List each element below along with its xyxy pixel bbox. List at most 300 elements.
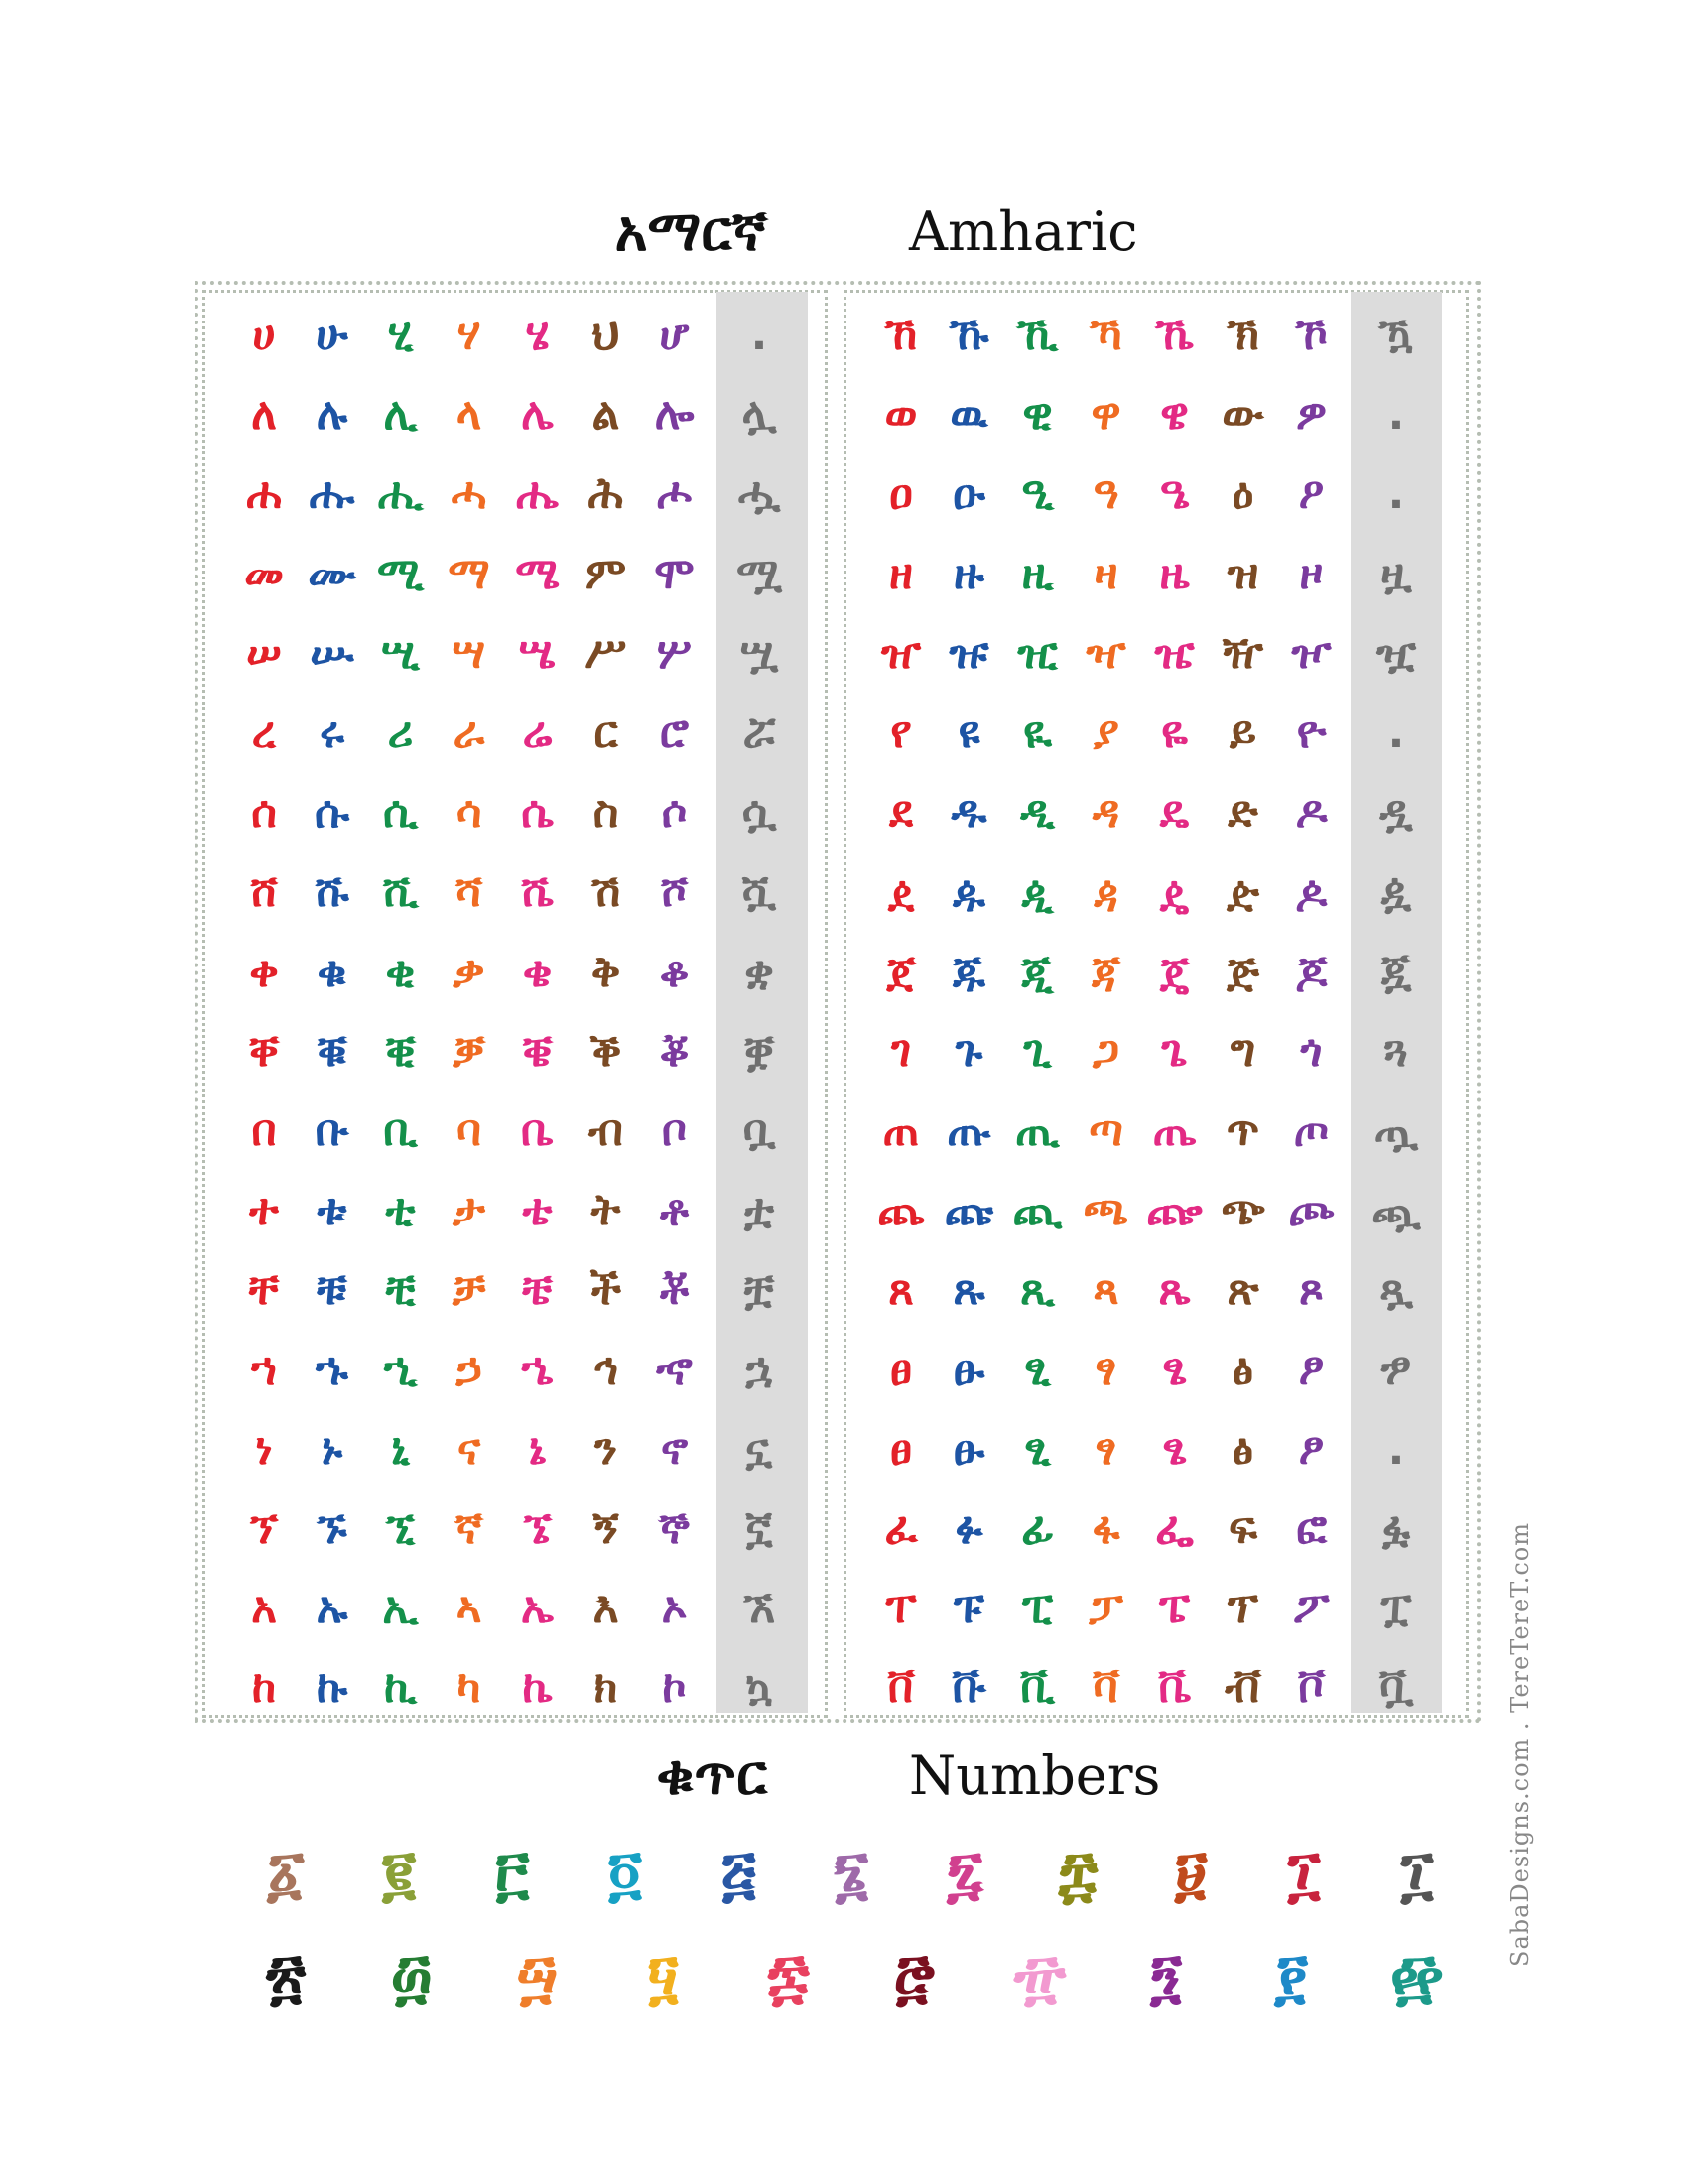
fidel-row <box>867 1171 1441 1250</box>
fidel-glyph: ም <box>584 548 627 599</box>
fidel-glyph: ዚ <box>1021 548 1054 599</box>
fidel-glyph: ዘ <box>889 548 913 599</box>
fidel-row <box>230 1012 804 1092</box>
fidel-glyph: ጬ <box>1146 1185 1203 1236</box>
fidel-row <box>867 773 1441 852</box>
fidel-glyph: ቑ <box>317 1025 347 1077</box>
fidel-glyph: ፉ <box>955 1502 983 1554</box>
page-header <box>0 191 1688 274</box>
fidel-glyph: ጥ <box>1226 1104 1260 1156</box>
ethiopic-numeral: ፹ <box>1013 1940 1067 2012</box>
numbers-title-english: Numbers <box>909 1744 1161 1807</box>
fidel-glyph: ዶ <box>1295 787 1328 838</box>
fidel-glyph: ች <box>589 1264 622 1316</box>
fidel-glyph: ሽ <box>590 866 621 918</box>
ethiopic-numeral: ፱ <box>1174 1837 1208 1909</box>
fidel-glyph: ጪ <box>1012 1185 1063 1236</box>
fidel-glyph: ታ <box>453 1185 485 1236</box>
fidel-glyph: ዩ <box>958 707 980 759</box>
fidel-labiovelar-glyph: ሧ <box>739 627 779 679</box>
fidel-glyph: ወ <box>884 389 918 441</box>
ethiopic-numeral: ፲ <box>1287 1837 1321 1909</box>
title-amharic: አማርኛ <box>614 199 767 264</box>
fidel-glyph: ፐ <box>885 1583 917 1634</box>
fidel-glyph: ዺ <box>1021 866 1054 918</box>
fidel-glyph: ዑ <box>953 468 985 520</box>
fidel-glyph: ዲ <box>1020 787 1055 838</box>
fidel-glyph: ኖ <box>660 1423 689 1475</box>
fidel-glyph: ኔ <box>528 1423 547 1475</box>
fidel-glyph: ቾ <box>660 1264 689 1316</box>
fidel-glyph: ቹ <box>317 1264 347 1316</box>
fidel-row <box>867 1012 1441 1092</box>
fidel-glyph: ዛ <box>1094 548 1118 599</box>
fidel-glyph: ጊ <box>1023 1025 1052 1077</box>
fidel-glyph: ኺ <box>1016 310 1059 361</box>
fidel-glyph: ይ <box>1229 707 1257 759</box>
fidel-glyph: ኬ <box>522 1662 553 1714</box>
fidel-glyph: ሬ <box>522 707 553 759</box>
fidel-glyph: ጤ <box>1152 1104 1197 1156</box>
fidel-labiovelar-glyph: ጓ <box>1384 1025 1408 1077</box>
fidel-glyph: ሸ <box>250 866 278 918</box>
fidel-glyph: ቆ <box>659 946 690 997</box>
fidel-glyph: ኩ <box>316 1662 348 1714</box>
fidel-labiovelar-glyph: ሟ <box>735 548 783 599</box>
fidel-glyph: ደ <box>889 787 913 838</box>
fidel-row <box>867 296 1441 375</box>
fidel-glyph: ጫ <box>1083 1185 1129 1236</box>
fidel-glyph: ቒ <box>385 1025 416 1077</box>
fidel-labiovelar-glyph: ኳ <box>744 1662 774 1714</box>
fidel-labiovelar-glyph: ቿ <box>743 1264 775 1316</box>
fidel-glyph: ፄ <box>1162 1423 1187 1475</box>
fidel-labiovelar-glyph: ቋ <box>744 946 774 997</box>
fidel-labiovelar-glyph: ቧ <box>742 1104 776 1156</box>
fidel-glyph: ዉ <box>950 389 988 441</box>
fidel-glyph: ፁ <box>953 1344 985 1395</box>
fidel-glyph: ህ <box>591 310 620 361</box>
fidel-glyph: ፅ <box>1232 1344 1254 1395</box>
fidel-glyph: ጸ <box>888 1264 914 1316</box>
fidel-row <box>230 1330 804 1409</box>
fidel-labiovelar-glyph: ጧ <box>1373 1104 1419 1156</box>
fidel-glyph: ሱ <box>314 787 350 838</box>
fidel-glyph: ሢ <box>381 627 420 679</box>
fidel-glyph: ፓ <box>1089 1583 1123 1634</box>
fidel-glyph: ኻ <box>1090 310 1122 361</box>
fidel-glyph: ጉ <box>955 1025 983 1077</box>
fidel-row <box>867 1330 1441 1409</box>
fidel-glyph: ዕ <box>1232 468 1254 520</box>
fidel-glyph: ቐ <box>248 1025 280 1077</box>
fidel-glyph: ሃ <box>456 310 481 361</box>
fidel-labiovelar-glyph: ጯ <box>1371 1185 1421 1236</box>
fidel-glyph: ሁ <box>316 310 348 361</box>
fidel-glyph: ት <box>590 1185 621 1236</box>
fidel-glyph: ኝ <box>592 1502 619 1554</box>
fidel-glyph: ጨ <box>877 1185 925 1236</box>
fidel-labiovelar-glyph: ኋ <box>745 1344 773 1395</box>
ethiopic-numeral: ፺ <box>1149 1940 1182 2012</box>
ethiopic-numeral: ፷ <box>767 1940 811 2012</box>
fidel-glyph: ዝ <box>1227 548 1259 599</box>
fidel-glyph: ፈ <box>884 1502 918 1554</box>
fidel-row <box>230 1092 804 1171</box>
fidel-glyph: ቔ <box>522 1025 553 1077</box>
fidel-labiovelar-glyph: . <box>1387 707 1405 759</box>
fidel-glyph: ባ <box>455 1104 482 1156</box>
fidel-glyph: መ <box>244 548 284 599</box>
fidel-glyph: ሒ <box>377 468 424 520</box>
fidel-glyph: ፌ <box>1155 1502 1194 1554</box>
fidel-glyph: ጄ <box>1159 946 1190 997</box>
fidel-glyph: ኪ <box>384 1662 417 1714</box>
fidel-glyph: ሰ <box>251 787 277 838</box>
fidel-row <box>230 296 804 375</box>
fidel-glyph: ቖ <box>659 1025 690 1077</box>
fidel-glyph: ቡ <box>315 1104 349 1156</box>
fidel-glyph: ዙ <box>954 548 984 599</box>
ethiopic-numeral: ፲ <box>1400 1837 1434 1909</box>
fidel-glyph: ሻ <box>454 866 483 918</box>
fidel-labiovelar-glyph: ሯ <box>742 707 776 759</box>
fidel-glyph: ጭ <box>1221 1185 1265 1236</box>
fidel-glyph: ና <box>456 1423 481 1475</box>
fidel-glyph: ሳ <box>455 787 482 838</box>
fidel-glyph: ሺ <box>382 866 419 918</box>
fidel-glyph: ቂ <box>385 946 416 997</box>
fidel-labiovelar-glyph: ዟ <box>1380 548 1412 599</box>
fidel-glyph: ቦ <box>661 1104 688 1156</box>
fidel-glyph: ኼ <box>1155 310 1194 361</box>
fidel-labiovelar-glyph: ቯ <box>1378 1662 1414 1714</box>
fidel-row <box>867 1489 1441 1569</box>
fidel-glyph: ጢ <box>1015 1104 1060 1156</box>
fidel-glyph: ቻ <box>452 1264 486 1316</box>
fidel-glyph: ሓ <box>451 468 487 520</box>
fidel-glyph: ኞ <box>659 1502 690 1554</box>
fidel-glyph: ኮ <box>662 1662 687 1714</box>
fidel-glyph: ዴ <box>1159 787 1190 838</box>
fidel-row <box>230 1489 804 1569</box>
fidel-glyph: ቓ <box>453 1025 485 1077</box>
side-credit: SabaDesigns.com . TereTereT.com <box>1506 1522 1534 1967</box>
fidel-glyph: ቮ <box>1297 1662 1326 1714</box>
fidel-glyph: ው <box>1222 389 1264 441</box>
fidel-glyph: ኂ <box>383 1344 418 1395</box>
fidel-glyph: ቃ <box>453 946 485 997</box>
fidel-glyph: ዪ <box>1023 707 1052 759</box>
fidel-glyph: ቁ <box>317 946 347 997</box>
fidel-labiovelar-glyph: ፇ <box>1380 1344 1412 1395</box>
fidel-glyph: ዻ <box>1094 866 1118 918</box>
fidel-glyph: ኒ <box>391 1423 410 1475</box>
ethiopic-numeral: ፳ <box>265 1940 307 2012</box>
ethiopic-numeral: ፬ <box>607 1837 643 1909</box>
ethiopic-numeral: ፻ <box>1274 1940 1309 2012</box>
fidel-glyph: ፕ <box>1228 1583 1258 1634</box>
fidel-glyph: ሡ <box>310 627 354 679</box>
fidel-glyph: ሚ <box>377 548 424 599</box>
fidel-glyph: ቄ <box>522 946 553 997</box>
fidel-labiovelar-glyph: ሿ <box>741 866 777 918</box>
fidel-glyph: ተ <box>249 1185 279 1236</box>
fidel-row <box>230 773 804 852</box>
fidel-glyph: ፔ <box>1159 1583 1190 1634</box>
fidel-glyph: ጃ <box>1092 946 1120 997</box>
fidel-glyph: ጋ <box>1092 1025 1120 1077</box>
fidel-glyph: ለ <box>251 389 277 441</box>
ethiopic-numeral: ፸ <box>893 1940 935 2012</box>
fidel-glyph: ጁ <box>953 946 985 997</box>
fidel-glyph: ዒ <box>1021 468 1054 520</box>
fidel-glyph: ኙ <box>317 1502 347 1554</box>
fidel-labiovelar-glyph: ቛ <box>743 1025 775 1077</box>
fidel-glyph: ዎ <box>1295 389 1328 441</box>
fidel-labiovelar-glyph: ዿ <box>1380 866 1412 918</box>
fidel-glyph: ሦ <box>657 627 692 679</box>
fidel-labiovelar-glyph: ቷ <box>743 1185 775 1236</box>
fidel-labiovelar-glyph: ሏ <box>741 389 777 441</box>
fidel-row <box>867 852 1441 932</box>
fidel-glyph: ሆ <box>659 310 690 361</box>
fidel-labiovelar-glyph: ኟ <box>745 1502 773 1554</box>
fidel-row <box>867 1569 1441 1648</box>
fidel-row <box>230 852 804 932</box>
fidel-glyph: ኄ <box>521 1344 554 1395</box>
fidel-glyph: ሠ <box>246 627 282 679</box>
fidel-glyph: ፅ <box>1232 1423 1254 1475</box>
fidel-glyph: ፎ <box>1296 1502 1327 1554</box>
fidel-row <box>867 1250 1441 1330</box>
fidel-glyph: ጾ <box>1299 1264 1324 1316</box>
fidel-glyph: ፂ <box>1024 1423 1051 1475</box>
fidel-glyph: ዦ <box>1291 627 1332 679</box>
fidel-glyph: ጎ <box>1300 1025 1323 1077</box>
numbers-header <box>0 1734 1688 1818</box>
fidel-glyph: ጺ <box>1020 1264 1055 1316</box>
fidel-glyph: ቭ <box>1225 1662 1261 1714</box>
fidel-labiovelar-glyph: ጇ <box>1380 946 1412 997</box>
fidel-labiovelar-glyph: . <box>750 310 768 361</box>
fidel-row <box>230 454 804 534</box>
fidel-glyph: ኃ <box>455 1344 482 1395</box>
fidel-glyph: ፆ <box>1298 1423 1325 1475</box>
fidel-glyph: ሌ <box>521 389 554 441</box>
fidel-glyph: ል <box>591 389 620 441</box>
fidel-glyph: ጦ <box>1293 1104 1330 1156</box>
fidel-labiovelar-glyph: ዧ <box>1375 627 1417 679</box>
ethiopic-numeral: ፮ <box>833 1837 870 1909</box>
ethiopic-numeral: ፼ <box>1390 1940 1444 2012</box>
fidel-glyph: ቫ <box>1092 1662 1120 1714</box>
fidel-glyph: ዬ <box>1161 707 1188 759</box>
fidel-glyph: አ <box>251 1583 277 1634</box>
ethiopic-numeral: ፯ <box>946 1837 983 1909</box>
ethiopic-numeral: ፫ <box>494 1837 530 1909</box>
fidel-glyph: ዠ <box>880 627 922 679</box>
fidel-glyph: ዐ <box>889 468 913 520</box>
fidel-glyph: ቢ <box>383 1104 418 1156</box>
fidel-glyph: ኾ <box>1295 310 1328 361</box>
fidel-glyph: ጂ <box>1021 946 1054 997</box>
fidel-glyph: ድ <box>1228 787 1258 838</box>
fidel-glyph: ሂ <box>387 310 414 361</box>
fidel-labiovelar-glyph: ፗ <box>1380 1583 1412 1634</box>
fidel-labiovelar-glyph: . <box>1387 468 1405 520</box>
fidel-labiovelar-glyph: ዷ <box>1379 787 1413 838</box>
fidel-glyph: ዢ <box>1017 627 1058 679</box>
fidel-glyph: ዱ <box>951 787 987 838</box>
fidel-row <box>867 1092 1441 1171</box>
fidel-glyph: እ <box>592 1583 619 1634</box>
fidel-glyph: ሤ <box>518 627 557 679</box>
fidel-glyph: ገ <box>890 1025 912 1077</box>
fidel-glyph: ቼ <box>522 1264 553 1316</box>
fidel-row <box>230 694 804 773</box>
fidel-glyph: ዤ <box>1154 627 1195 679</box>
fidel-glyph: ዾ <box>1295 866 1328 918</box>
numbers-row-tens <box>236 1927 1467 2026</box>
fidel-glyph: ጠ <box>882 1104 920 1156</box>
fidel-glyph: ኸ <box>884 310 918 361</box>
fidel-glyph: ሕ <box>587 468 624 520</box>
fidel-labiovelar-glyph: ዃ <box>1378 310 1414 361</box>
fidel-glyph: ሪ <box>387 707 414 759</box>
left-fidel-grid <box>230 296 804 1728</box>
fidel-glyph: ጆ <box>1295 946 1328 997</box>
fidel-glyph: ስ <box>592 787 619 838</box>
fidel-glyph: የ <box>890 707 912 759</box>
fidel-glyph: ፃ <box>1095 1423 1117 1475</box>
fidel-glyph: ሩ <box>319 707 345 759</box>
ethiopic-numeral: ፪ <box>382 1837 416 1909</box>
fidel-glyph: ሀ <box>252 310 276 361</box>
fidel-glyph: ቨ <box>887 1662 915 1714</box>
fidel-glyph: ፀ <box>890 1344 912 1395</box>
fidel-glyph: ር <box>593 707 618 759</box>
fidel-glyph: ኚ <box>386 1502 415 1554</box>
fidel-glyph: በ <box>251 1104 277 1156</box>
fidel-row <box>230 614 804 694</box>
numbers-row-units <box>236 1824 1467 1923</box>
fidel-glyph: ኀ <box>251 1344 277 1395</box>
fidel-row <box>867 1410 1441 1489</box>
fidel-glyph: ከ <box>251 1662 277 1714</box>
fidel-row <box>867 614 1441 694</box>
fidel-glyph: ዖ <box>1298 468 1325 520</box>
fidel-labiovelar-glyph: ኧ <box>742 1583 776 1634</box>
fidel-glyph: ቴ <box>522 1185 553 1236</box>
fidel-glyph: ፃ <box>1095 1344 1117 1395</box>
ethiopic-numeral: ፭ <box>720 1837 756 1909</box>
fidel-labiovelar-glyph: ኗ <box>745 1423 773 1475</box>
fidel-glyph: ሄ <box>525 310 550 361</box>
ethiopic-numeral: ፩ <box>266 1837 306 1909</box>
fidel-glyph: ቱ <box>317 1185 347 1236</box>
fidel-row <box>230 535 804 614</box>
fidel-glyph: ቀ <box>249 946 279 997</box>
fidel-row <box>867 933 1441 1012</box>
fidel-row <box>867 375 1441 454</box>
fidel-glyph: ጣ <box>1089 1104 1123 1156</box>
fidel-glyph: ቶ <box>660 1185 689 1236</box>
ethiopic-numeral: ፴ <box>390 1940 433 2012</box>
fidel-glyph: ላ <box>455 389 482 441</box>
fidel-row <box>867 694 1441 773</box>
fidel-glyph: ፖ <box>1293 1583 1330 1634</box>
fidel-glyph: ብ <box>588 1104 623 1156</box>
fidel-glyph: ረ <box>251 707 277 759</box>
fidel-glyph: ኛ <box>454 1502 483 1554</box>
right-fidel-grid <box>867 296 1441 1728</box>
fidel-glyph: ዹ <box>953 866 985 918</box>
fidel-glyph: ጻ <box>1093 1264 1119 1316</box>
fidel-glyph: ዌ <box>1160 389 1189 441</box>
fidel-glyph: ፀ <box>890 1423 912 1475</box>
numbers-block <box>236 1824 1467 2026</box>
fidel-glyph: ፆ <box>1298 1344 1325 1395</box>
fidel-glyph: ሑ <box>309 468 355 520</box>
fidel-glyph: ሎ <box>654 389 695 441</box>
fidel-labiovelar-glyph: ፏ <box>1382 1502 1410 1554</box>
fidel-glyph: ሐ <box>246 468 282 520</box>
fidel-glyph: ጹ <box>953 1264 985 1316</box>
fidel-glyph: ሾ <box>660 866 689 918</box>
fidel-glyph: ቤ <box>520 1104 555 1156</box>
fidel-glyph: ሥ <box>584 627 627 679</box>
fidel-glyph: ዞ <box>1299 548 1324 599</box>
fidel-glyph: ነ <box>255 1423 273 1475</box>
fidel-glyph: ዡ <box>949 627 989 679</box>
fidel-glyph: ፒ <box>1022 1583 1053 1634</box>
fidel-glyph: ቕ <box>589 1025 622 1077</box>
fidel-glyph: ጩ <box>944 1185 994 1236</box>
fidel-glyph: ጅ <box>1227 946 1259 997</box>
fidel-glyph: ፂ <box>1024 1344 1051 1395</box>
fidel-glyph: ሮ <box>659 707 690 759</box>
fidel-glyph: ቩ <box>952 1662 986 1714</box>
fidel-glyph: ጽ <box>1227 1264 1259 1316</box>
fidel-glyph: ኘ <box>249 1502 279 1554</box>
fidel-labiovelar-glyph: ጿ <box>1378 1264 1413 1316</box>
fidel-glyph: ሖ <box>657 468 692 520</box>
title-english: Amharic <box>909 200 1138 263</box>
fidel-glyph: ኹ <box>949 310 989 361</box>
fidel-glyph: ዊ <box>1022 389 1053 441</box>
fidel-glyph: ኅ <box>592 1344 619 1395</box>
fidel-glyph: ያ <box>1093 707 1119 759</box>
fidel-glyph: ፄ <box>1162 1344 1187 1395</box>
fidel-row <box>230 1171 804 1250</box>
fidel-glyph: ሣ <box>452 627 486 679</box>
fidel-glyph: ኽ <box>1227 310 1259 361</box>
fidel-glyph: ጮ <box>1288 1185 1335 1236</box>
fidel-row <box>230 375 804 454</box>
fidel-row <box>867 454 1441 534</box>
fidel-glyph: ን <box>593 1423 618 1475</box>
fidel-glyph: ቲ <box>385 1185 416 1236</box>
fidel-glyph: ሶ <box>661 787 688 838</box>
fidel-row <box>230 933 804 1012</box>
fidel-labiovelar-glyph: . <box>1387 389 1405 441</box>
fidel-glyph: ክ <box>593 1662 618 1714</box>
fidel-glyph: ካ <box>456 1662 481 1714</box>
fidel-row <box>230 1250 804 1330</box>
fidel-glyph: ዓ <box>1093 468 1119 520</box>
fidel-labiovelar-glyph: ሗ <box>737 468 781 520</box>
